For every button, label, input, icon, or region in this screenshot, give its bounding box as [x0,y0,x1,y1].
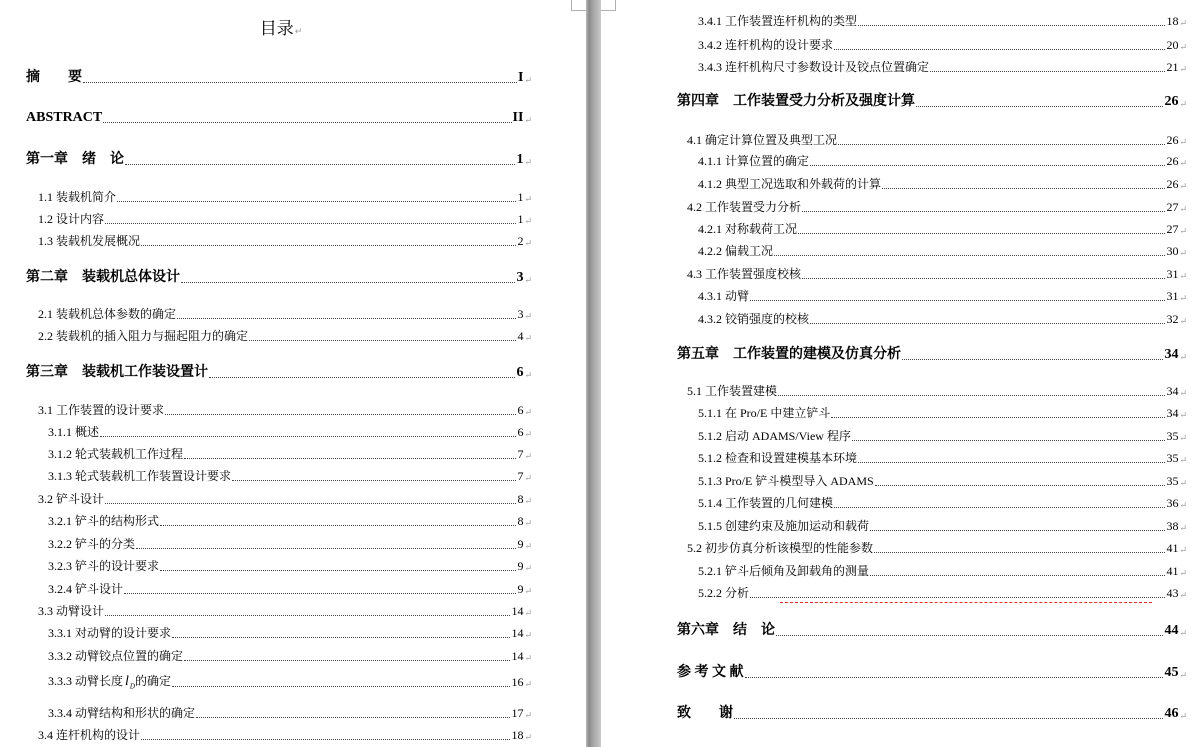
toc-page-number: 26 [1166,177,1179,191]
paragraph-mark-icon: ↵ [524,115,532,125]
toc-entry[interactable] [698,153,1187,169]
dot-leader [776,635,1163,636]
crop-mark-top-left [601,0,616,11]
toc-entry-title: 4.2.2 偏载工况 [698,244,774,258]
toc-entry[interactable] [38,233,532,249]
dot-leader [745,677,1164,678]
paragraph-mark-icon: ↵ [524,563,532,573]
toc-page-number: 16 [511,675,524,689]
dot-leader [249,340,516,341]
paragraph-mark-icon: ↵ [524,473,532,483]
toc-entry[interactable] [698,243,1187,259]
toc-entry[interactable] [38,328,532,344]
toc-chapter-entry[interactable] [26,108,532,126]
toc-chapter-entry[interactable] [677,704,1187,722]
toc-page-number: 31 [1166,267,1179,281]
toc-page-number: 35 [1166,429,1179,443]
toc-page-number: 34 [1166,384,1179,398]
toc-page-number: 36 [1166,496,1179,510]
paragraph-mark-icon: ↵ [1179,137,1187,147]
toc-entry-title: 5.1.4 工作装置的几何建模 [698,496,834,510]
toc-chapter-entry[interactable] [26,363,532,381]
toc-entry-title: 3.3.3 动臂长度 $l_D$的确定 [48,673,171,690]
document-page-left [0,0,586,747]
paragraph-mark-icon: ↵ [524,586,532,596]
toc-page-number: 18 [511,728,524,742]
paragraph-mark-icon: ↵ [1179,433,1187,443]
toc-chapter-entry[interactable] [677,92,1187,110]
toc-entry-title: 第一章 绪 论 [26,152,124,167]
toc-entry[interactable] [48,648,532,664]
paragraph-mark-icon: ↵ [524,496,532,506]
dot-leader [852,440,1166,441]
toc-entry-title: 4.1 确定计算位置及典型工况 [687,133,838,147]
toc-entry[interactable] [687,132,1187,148]
toc-entry[interactable] [698,221,1187,237]
toc-entry-title: 3.2 铲斗设计 [38,492,105,506]
toc-page-number: 32 [1166,312,1179,326]
toc-page-number: 14 [511,626,524,640]
toc-page-number: 4 [517,329,524,343]
paragraph-mark-icon: ↵ [1179,478,1187,488]
paragraph-mark-icon: ↵ [1179,523,1187,533]
toc-chapter-entry[interactable] [677,345,1187,363]
toc-page-number: 9 [517,582,524,596]
toc-page-number: 20 [1166,38,1179,52]
toc-entry-title: 1.2 设计内容 [38,212,105,226]
toc-entry-title: 5.1.2 检查和设置建模基本环境 [698,451,858,465]
toc-entry[interactable] [698,37,1187,53]
toc-entry-title: 第二章 装载机总体设计 [26,270,180,285]
paragraph-mark-icon: ↵ [294,27,303,37]
toc-page-number: 26 [1166,154,1179,168]
toc-page-number: 1 [517,190,524,204]
toc-page-number: 27 [1166,222,1179,236]
crop-mark-top-right [571,0,586,11]
toc-entry[interactable] [698,311,1187,327]
toc-entry-title: 3.3.2 动臂铰点位置的确定 [48,649,184,663]
toc-entry-title: 3.2.1 铲斗的结构形式 [48,514,160,528]
dot-leader [184,458,516,459]
paragraph-mark-icon: ↵ [1179,271,1187,281]
toc-entry-title: 致 谢 [677,706,733,721]
dot-leader [834,49,1165,50]
dot-leader [177,318,516,319]
paragraph-mark-icon: ↵ [1179,42,1187,52]
page-gutter [586,0,601,747]
paragraph-mark-icon: ↵ [1179,248,1187,258]
toc-entry-title: 3.3.4 动臂结构和形状的确定 [48,706,196,720]
toc-entry-title: 5.2 初步仿真分析该模型的性能参数 [687,541,874,555]
toc-chapter-entry[interactable] [677,663,1187,681]
toc-entry-title: 3.4 连杆机构的设计 [38,728,141,742]
toc-entry[interactable] [698,428,1187,444]
toc-entry[interactable] [48,625,532,641]
toc-entry-title: 4.2.1 对称载荷工况 [698,222,798,236]
toc-entry-title: 5.1.3 Pro/E 铲斗模型导入 ADAMS [698,474,874,488]
paragraph-mark-icon: ↵ [1179,204,1187,214]
dot-leader [209,377,515,378]
toc-page-number: 18 [1166,14,1179,28]
toc-entry[interactable] [38,189,532,205]
toc-page-number: 26 [1164,94,1179,109]
dot-leader [858,25,1165,26]
dot-leader [774,255,1165,256]
dot-leader [802,211,1165,212]
toc-entry[interactable] [38,727,532,743]
toc-entry-title: 5.1.1 在 Pro/E 中建立铲斗 [698,406,831,420]
dot-leader [882,188,1165,189]
dot-leader [875,485,1166,486]
dot-leader [196,717,510,718]
toc-entry-title: 3.1 工作装置的设计要求 [38,403,165,417]
toc-entry[interactable] [38,211,532,227]
toc-entry[interactable] [698,495,1187,511]
dot-leader [930,71,1165,72]
toc-page-number: II [512,110,524,125]
toc-entry[interactable] [698,585,1187,601]
toc-entry[interactable] [687,199,1187,215]
toc-entry[interactable] [48,581,532,597]
toc-page-number: 27 [1166,200,1179,214]
paragraph-mark-icon: ↵ [1179,500,1187,510]
paragraph-mark-icon: ↵ [524,216,532,226]
paragraph-mark-icon: ↵ [1179,590,1187,600]
toc-entry-title: 3.2.3 铲斗的设计要求 [48,559,160,573]
toc-page-number: 31 [1166,289,1179,303]
toc-entry[interactable] [698,288,1187,304]
paragraph-mark-icon: ↵ [1179,388,1187,398]
toc-entry-title: 2.1 装载机总体参数的确定 [38,307,177,321]
toc-page-number: 17 [511,706,524,720]
dot-leader [750,300,1165,301]
toc-page-number: 9 [517,537,524,551]
paragraph-mark-icon: ↵ [524,679,532,689]
toc-page-number: 35 [1166,451,1179,465]
toc-page-number: 43 [1166,586,1179,600]
dot-leader [902,359,1163,360]
paragraph-mark-icon: ↵ [524,451,532,461]
toc-entry-title: 第三章 装载机工作装设置计 [26,365,208,380]
paragraph-mark-icon: ↵ [1179,158,1187,168]
toc-entry-title: 参 考 文 献 [677,665,744,680]
toc-page-number: 8 [517,514,524,528]
toc-entry-title: 第四章 工作装置受力分析及强度计算 [677,94,915,109]
toc-page-number: 3 [517,307,524,321]
paragraph-mark-icon: ↵ [524,333,532,343]
toc-entry[interactable] [48,424,532,440]
dot-leader [802,278,1165,279]
dot-leader [184,660,510,661]
toc-page-number: 35 [1166,474,1179,488]
toc-page-number: 6 [517,425,524,439]
dot-leader [778,395,1165,396]
toc-entry[interactable] [698,13,1187,29]
paragraph-mark-icon: ↵ [524,518,532,528]
paragraph-mark-icon: ↵ [1179,568,1187,578]
toc-entry[interactable] [48,446,532,462]
toc-entry-title: 4.1.2 典型工况选取和外载荷的计算 [698,177,882,191]
toc-entry-title: 1.1 装载机简介 [38,190,117,204]
paragraph-mark-icon: ↵ [524,370,532,380]
toc-entry[interactable] [48,513,532,529]
toc-entry-title: 1.3 装载机发展概况 [38,234,141,248]
toc-page-number: 3 [516,270,524,285]
toc-entry-title: 5.2.1 铲斗后倾角及卸载角的测量 [698,564,870,578]
paragraph-mark-icon: ↵ [1179,352,1187,362]
toc-entry-title: 3.4.3 连杆机构尺寸参数设计及铰点位置确定 [698,60,930,74]
toc-entry-title: 4.2 工作装置受力分析 [687,200,802,214]
toc-page-number: 34 [1166,406,1179,420]
toc-entry-title: 5.1.5 创建约束及施加运动和载荷 [698,519,870,533]
paragraph-mark-icon: ↵ [524,653,532,663]
toc-chapter-entry[interactable] [26,150,532,168]
toc-entry[interactable] [698,405,1187,421]
paragraph-mark-icon: ↵ [524,238,532,248]
toc-title: 目录↵ [259,19,303,39]
toc-entry-title: 3.4.1 工作装置连杆机构的类型 [698,14,858,28]
toc-entry[interactable] [48,558,532,574]
toc-page-number: I [518,70,524,85]
dot-leader [750,597,1165,598]
toc-entry-title: 第五章 工作装置的建模及仿真分析 [677,347,901,362]
paragraph-mark-icon: ↵ [524,194,532,204]
toc-entry[interactable] [48,674,532,690]
paragraph-mark-icon: ↵ [1179,226,1187,236]
dot-leader [117,201,516,202]
dot-leader [831,417,1165,418]
toc-entry[interactable] [38,306,532,322]
paragraph-mark-icon: ↵ [524,608,532,618]
toc-entry[interactable] [687,383,1187,399]
toc-page-number: 30 [1166,244,1179,258]
dot-leader [734,718,1163,719]
paragraph-mark-icon: ↵ [524,732,532,742]
toc-entry-title: 3.1.1 概述 [48,425,100,439]
toc-page-number: 1 [516,152,524,167]
toc-entry-title: 3.2.4 铲斗设计 [48,582,124,596]
toc-entry-title: 3.3.1 对动臂的设计要求 [48,626,172,640]
paragraph-mark-icon: ↵ [1179,670,1187,680]
dot-leader [105,503,516,504]
paragraph-mark-icon: ↵ [1179,316,1187,326]
paragraph-mark-icon: ↵ [1179,18,1187,28]
toc-entry[interactable] [48,468,532,484]
toc-chapter-entry[interactable] [26,268,532,286]
paragraph-mark-icon: ↵ [1179,545,1187,555]
dot-leader [125,164,515,165]
toc-entry-title: 3.1.2 轮式装载机工作过程 [48,447,184,461]
paragraph-mark-icon: ↵ [1179,455,1187,465]
paragraph-mark-icon: ↵ [524,429,532,439]
paragraph-mark-icon: ↵ [1179,711,1187,721]
toc-entry[interactable] [698,450,1187,466]
toc-chapter-entry[interactable] [677,621,1187,639]
toc-entry[interactable] [48,705,532,721]
dot-leader [870,530,1165,531]
math-symbol: l [125,673,129,689]
toc-entry[interactable] [698,473,1187,489]
toc-page-number: 14 [511,649,524,663]
toc-entry-title: 3.2.2 铲斗的分类 [48,537,136,551]
paragraph-mark-icon: ↵ [1179,181,1187,191]
toc-page-number: 7 [517,447,524,461]
toc-page-number: 1 [517,212,524,226]
paragraph-mark-icon: ↵ [1179,293,1187,303]
dot-leader [165,414,516,415]
spellcheck-underline [780,600,1152,603]
toc-entry-title: 5.2.2 分析 [698,586,750,600]
paragraph-mark-icon: ↵ [524,630,532,640]
toc-entry-title: 4.3 工作装置强度校核 [687,267,802,281]
dot-leader [160,525,516,526]
toc-page-number: 26 [1166,133,1179,147]
toc-page-number: 8 [517,492,524,506]
toc-entry-title: 2.2 装载机的插入阻力与掘起阻力的确定 [38,329,249,343]
paragraph-mark-icon: ↵ [524,541,532,551]
dot-leader [858,462,1165,463]
dot-leader [83,82,517,83]
toc-page-number: 14 [511,604,524,618]
toc-entry-title: 4.1.1 计算位置的确定 [698,154,810,168]
toc-entry-title: 第六章 结 论 [677,623,775,638]
dot-leader [838,144,1165,145]
toc-entry-title: 3.3 动臂设计 [38,604,105,618]
toc-page-number: 46 [1164,706,1179,721]
toc-entry-title: 5.1.2 启动 ADAMS/View 程序 [698,429,851,443]
dot-leader [810,165,1165,166]
dot-leader [160,570,516,571]
toc-entry[interactable] [698,518,1187,534]
toc-page-number: 6 [516,365,524,380]
toc-chapter-entry[interactable] [26,68,532,86]
paragraph-mark-icon: ↵ [524,275,532,285]
dot-leader [172,637,510,638]
toc-entry[interactable] [698,563,1187,579]
toc-entry-title: 3.1.3 轮式装载机工作装置设计要求 [48,469,232,483]
dot-leader [105,223,516,224]
dot-leader [810,323,1165,324]
paragraph-mark-icon: ↵ [1179,410,1187,420]
dot-leader [834,507,1165,508]
dot-leader [181,282,515,283]
dot-leader [798,233,1165,234]
paragraph-mark-icon: ↵ [1179,628,1187,638]
paragraph-mark-icon: ↵ [524,75,532,85]
dot-leader [124,593,516,594]
dot-leader [870,575,1165,576]
toc-entry[interactable] [38,402,532,418]
dot-leader [136,548,516,549]
toc-page-number: 2 [517,234,524,248]
math-subscript: D [129,682,135,690]
toc-page-number: 21 [1166,60,1179,74]
toc-entry-title: 摘 要 [26,70,82,85]
toc-page-number: 6 [517,403,524,417]
toc-entry[interactable] [48,536,532,552]
dot-leader [141,739,510,740]
toc-entry-title: 3.4.2 连杆机构的设计要求 [698,38,834,52]
toc-entry[interactable] [687,266,1187,282]
toc-page-number: 34 [1164,347,1179,362]
toc-entry-title: 4.3.2 铰销强度的校核 [698,312,810,326]
toc-entry[interactable] [687,540,1187,556]
toc-page-number: 44 [1164,623,1179,638]
dot-leader [874,552,1165,553]
paragraph-mark-icon: ↵ [1179,64,1187,74]
dot-leader [916,106,1163,107]
toc-page-number: 9 [517,559,524,573]
dot-leader [100,436,516,437]
toc-entry[interactable] [698,176,1187,192]
dot-leader [141,245,516,246]
toc-page-number: 41 [1166,541,1179,555]
toc-page-number: 45 [1164,665,1179,680]
toc-entry[interactable] [698,59,1187,75]
document-page-right [601,0,1201,747]
paragraph-mark-icon: ↵ [524,407,532,417]
paragraph-mark-icon: ↵ [524,311,532,321]
dot-leader [172,686,510,687]
toc-entry-title: 4.3.1 动臂 [698,289,750,303]
dot-leader [103,122,511,123]
toc-page-number: 38 [1166,519,1179,533]
paragraph-mark-icon: ↵ [524,710,532,720]
paragraph-mark-icon: ↵ [524,157,532,167]
dot-leader [105,615,510,616]
toc-entry-title: 5.1 工作装置建模 [687,384,778,398]
dot-leader [232,480,516,481]
toc-page-number: 41 [1166,564,1179,578]
toc-page-number: 7 [517,469,524,483]
toc-entry-title: ABSTRACT [26,110,103,125]
toc-entry[interactable] [38,603,532,619]
toc-entry[interactable] [38,491,532,507]
paragraph-mark-icon: ↵ [1179,99,1187,109]
